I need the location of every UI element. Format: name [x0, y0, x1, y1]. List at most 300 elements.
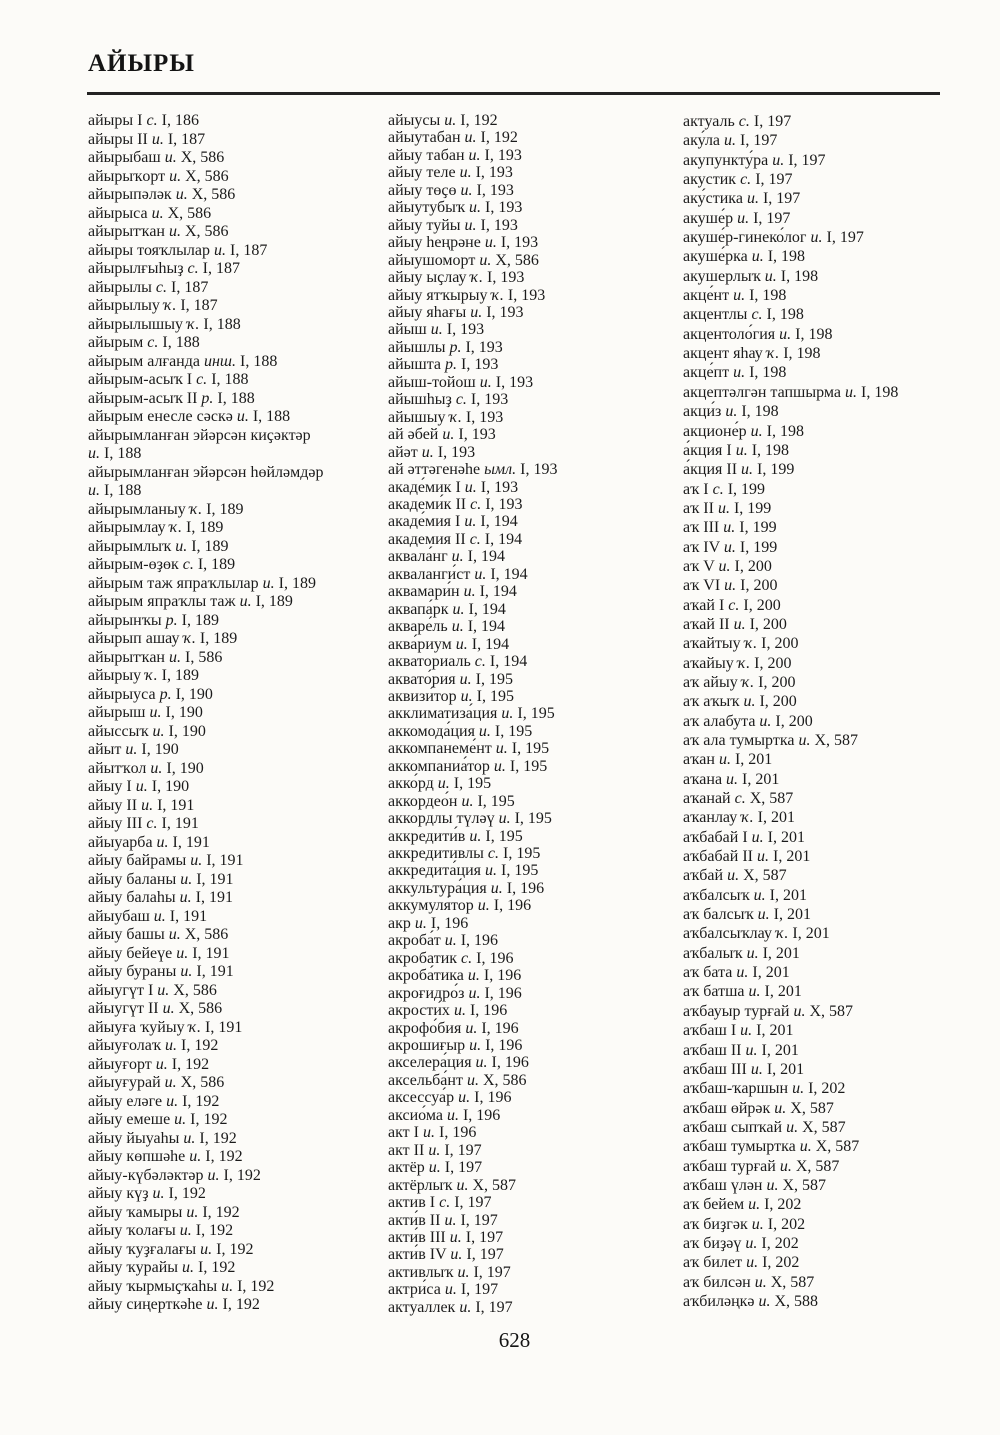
- index-entry: [88, 908, 386, 927]
- entry-reference: I, 199: [757, 461, 795, 479]
- index-entry: [683, 789, 973, 808]
- entry-reference: I, 193: [446, 321, 485, 339]
- index-entry: [88, 1259, 386, 1278]
- index-entry: [88, 649, 386, 668]
- header-rule: [87, 92, 940, 95]
- entry-headword: аҡбаш турғай: [683, 1157, 776, 1175]
- entry-pos-label: и.: [498, 810, 511, 828]
- entry-reference: I, 189: [278, 574, 316, 592]
- index-column-3: [683, 112, 973, 1311]
- index-entry: [388, 1124, 681, 1141]
- index-entry: [683, 1253, 973, 1272]
- entry-headword: акти́в IV: [388, 1246, 447, 1264]
- entry-headword: айырым алғанда: [88, 352, 200, 370]
- entry-reference: I, 197: [740, 132, 778, 150]
- entry-reference: I, 193: [485, 495, 523, 513]
- entry-reference: I, 200: [749, 615, 787, 633]
- entry-reference: I, 191: [205, 1018, 243, 1036]
- entry-headword: аҡ ала тумыртка: [683, 732, 795, 749]
- entry-headword: акт II: [388, 1141, 425, 1159]
- entry-reference: I, 191: [196, 870, 234, 888]
- index-entry: [683, 189, 973, 208]
- entry-headword: акклиматиза́ция: [388, 705, 498, 723]
- entry-reference: I, 197: [762, 190, 801, 208]
- entry-reference: I, 193: [485, 199, 523, 217]
- entry-reference: X, 586: [185, 167, 229, 185]
- entry-reference: X, 586: [180, 1074, 225, 1091]
- entry-pos-label: и.: [165, 1037, 178, 1054]
- entry-reference: I, 197: [465, 1229, 504, 1246]
- entry-pos-label: с.: [146, 112, 158, 129]
- entry-headword: аккомпаниа́тор: [388, 757, 490, 775]
- entry-headword: акцентоло́гия: [683, 325, 776, 343]
- entry-reference: I, 197: [444, 1159, 483, 1177]
- index-entry: [88, 149, 386, 168]
- entry-headword: аквамари́н: [388, 583, 460, 601]
- index-entry: [88, 1000, 386, 1019]
- entry-pos-label: и.: [453, 1002, 466, 1020]
- entry-reference: I, 202: [762, 1254, 800, 1272]
- entry-pos-label: с.: [740, 171, 752, 189]
- index-entry: [388, 723, 681, 740]
- entry-reference: I, 199: [727, 480, 766, 498]
- entry-reference: I, 192: [195, 1222, 234, 1239]
- entry-headword: акрошиғыр: [388, 1037, 466, 1055]
- entry-headword: аҡай I: [683, 596, 725, 614]
- index-entry: [88, 760, 386, 779]
- entry-pos-label: с.: [474, 653, 486, 671]
- index-entry: [683, 576, 973, 595]
- entry-pos-label: и.: [463, 583, 476, 601]
- entry-pos-label: и.: [750, 1060, 763, 1078]
- entry-reference: I, 197: [473, 1263, 511, 1281]
- entry-pos-label: ҡ.: [188, 1018, 201, 1036]
- entry-headword: айыуарба: [88, 833, 153, 851]
- entry-headword: айыушоморт: [388, 251, 476, 269]
- entry-pos-label: и.: [214, 241, 226, 259]
- entry-reference: X, 587: [814, 732, 859, 749]
- entry-reference: I, 191: [161, 815, 199, 832]
- entry-reference: I, 193: [458, 426, 496, 444]
- entry-headword: акробатик: [388, 949, 458, 967]
- index-entry: [88, 852, 386, 871]
- entry-reference: I, 187: [167, 130, 206, 148]
- entry-pos-label: и.: [458, 1089, 471, 1107]
- index-column-1: [88, 112, 386, 1315]
- index-entry: [388, 618, 681, 635]
- entry-reference: I, 193: [486, 303, 524, 321]
- index-entry: [388, 356, 681, 373]
- entry-reference: I, 196: [483, 967, 522, 985]
- entry-pos-label: и.: [750, 422, 763, 440]
- entry-pos-label: и.: [741, 461, 754, 479]
- entry-pos-label: и.: [766, 1176, 779, 1194]
- entry-headword: айырылы: [88, 278, 152, 296]
- entry-reference: I, 200: [759, 693, 797, 711]
- index-entry: [388, 461, 681, 478]
- entry-reference: I, 200: [740, 577, 778, 595]
- entry-pos-label: и.: [446, 1106, 459, 1124]
- entry-reference: I, 189: [161, 667, 199, 684]
- entry-reference: I, 196: [481, 1019, 519, 1037]
- entry-pos-label: и.: [468, 146, 481, 164]
- entry-pos-label: и.: [262, 574, 275, 592]
- entry-reference: I, 192: [216, 1240, 254, 1258]
- entry-headword: акроба́т: [388, 932, 441, 950]
- entry-reference: I, 195: [485, 827, 523, 845]
- index-entry: [88, 704, 386, 723]
- entry-reference: I, 192: [223, 1166, 261, 1184]
- index-entry: [683, 1176, 973, 1195]
- entry-pos-label: и.: [149, 704, 162, 721]
- entry-pos-label: и.: [180, 870, 193, 888]
- entry-headword: ай әттәгенәһе: [388, 461, 481, 479]
- entry-headword: аҡбаш I: [683, 1022, 737, 1040]
- entry-headword: айырым енесле сәскә: [88, 408, 233, 425]
- entry-pos-label: и.: [464, 513, 477, 531]
- entry-headword: айыу ҡолағы: [88, 1222, 176, 1239]
- entry-headword: айырылыу: [88, 297, 160, 314]
- entry-headword: айыу йыуаһы: [88, 1129, 180, 1147]
- entry-headword: айыу теле: [388, 164, 456, 182]
- index-entry: [88, 723, 386, 742]
- index-entry: [88, 131, 386, 150]
- entry-headword: аква́риум: [388, 635, 452, 653]
- entry-reference: I, 198: [741, 403, 779, 421]
- entry-pos-label: ҡ.: [145, 667, 158, 684]
- index-entry: [88, 482, 386, 501]
- entry-pos-label: с.: [734, 790, 746, 808]
- entry-reference: I, 197: [755, 171, 793, 189]
- index-entry: [388, 1020, 681, 1037]
- entry-pos-label: и.: [465, 1019, 478, 1037]
- entry-headword: аку́стика: [683, 190, 743, 208]
- entry-headword: айыу көпшәһе: [88, 1148, 186, 1165]
- index-entry: [88, 112, 386, 131]
- entry-reference: I, 586: [185, 648, 223, 666]
- entry-pos-label: и.: [733, 287, 746, 305]
- entry-headword: аҡай II: [683, 615, 730, 633]
- entry-headword: аҡ III: [683, 519, 720, 537]
- entry-headword: аҡайтыу: [683, 635, 741, 653]
- entry-pos-label: и.: [759, 712, 772, 730]
- index-entry: [388, 391, 681, 408]
- entry-headword: айыутабан: [388, 129, 461, 147]
- index-entry: [388, 444, 681, 461]
- entry-headword: айырымлыҡ: [88, 537, 172, 555]
- entry-headword: айыу ҡырмыҫҡаһы: [88, 1277, 218, 1295]
- index-entry: [683, 634, 973, 653]
- entry-reference: I, 193: [465, 408, 504, 426]
- entry-pos-label: ҡ.: [775, 925, 789, 943]
- entry-reference: I, 201: [772, 848, 811, 866]
- index-entry: [388, 112, 681, 129]
- entry-headword: айыу һеңрәне: [388, 234, 481, 252]
- entry-pos-label: и.: [152, 1185, 165, 1202]
- entry-pos-label: инш.: [203, 352, 236, 370]
- index-entry: [683, 1079, 973, 1098]
- entry-pos-label: и.: [799, 1138, 812, 1156]
- index-entry: [388, 321, 681, 338]
- entry-reference: I, 193: [507, 286, 546, 304]
- entry-pos-label: и.: [474, 565, 487, 583]
- entry-reference: I, 195: [514, 810, 552, 828]
- entry-pos-label: и.: [162, 1000, 175, 1017]
- entry-headword: айыуғурай: [88, 1074, 161, 1091]
- index-entry: [388, 950, 681, 967]
- index-entry: [388, 845, 681, 862]
- index-entry: [683, 363, 973, 382]
- entry-reference: I, 192: [222, 1296, 260, 1313]
- index-entry: [388, 566, 681, 583]
- entry-reference: I, 196: [476, 949, 514, 967]
- entry-pos-label: ҡ.: [186, 315, 200, 333]
- entry-headword: академи́к II: [388, 495, 467, 513]
- entry-headword: аҡбаш III: [683, 1060, 747, 1078]
- entry-headword: айырыҡорт: [88, 167, 166, 185]
- entry-pos-label: и.: [421, 443, 434, 461]
- entry-reference: I, 191: [172, 833, 210, 851]
- entry-pos-label: и.: [724, 577, 737, 595]
- entry-pos-label: и.: [459, 164, 472, 182]
- entry-pos-label: и.: [754, 1273, 767, 1291]
- entry-headword: айыу емеше: [88, 1111, 171, 1128]
- entry-reference: I, 200: [758, 673, 796, 691]
- entry-headword: аҡбабай II: [683, 848, 753, 866]
- entry-pos-label: и.: [179, 889, 192, 906]
- entry-pos-label: и.: [756, 848, 769, 866]
- entry-headword: айыубаш: [88, 907, 150, 925]
- entry-pos-label: и.: [779, 1157, 792, 1175]
- index-entry: [88, 371, 386, 390]
- entry-headword: актри́са: [388, 1281, 441, 1299]
- entry-reference: I, 198: [751, 441, 790, 459]
- entry-pos-label: и.: [164, 149, 177, 166]
- index-entry: [88, 205, 386, 224]
- index-entry: [683, 460, 973, 479]
- entry-pos-label: и.: [733, 615, 746, 633]
- index-entry: [88, 1167, 386, 1186]
- entry-reference: I, 196: [430, 914, 469, 932]
- entry-pos-label: и.: [179, 1222, 192, 1239]
- entry-reference: I, 194: [484, 530, 523, 548]
- entry-reference: X, 586: [191, 186, 236, 203]
- entry-headword: акти́в II: [388, 1211, 441, 1229]
- entry-reference: I, 195: [509, 757, 548, 775]
- index-entry: [683, 1099, 973, 1118]
- entry-pos-label: и.: [779, 325, 792, 343]
- entry-pos-label: и.: [725, 403, 738, 421]
- entry-headword: аккультура́ция: [388, 879, 487, 897]
- index-entry: [88, 1130, 386, 1149]
- entry-pos-label: и.: [156, 833, 169, 851]
- index-entry: [388, 147, 681, 164]
- entry-reference: I, 197: [826, 229, 864, 247]
- entry-headword: акушерлыҡ: [683, 267, 761, 285]
- entry-pos-label: и.: [748, 983, 761, 1001]
- entry-headword: аҡ балсыҡ: [683, 906, 754, 924]
- entry-reference: I, 197: [460, 1281, 499, 1299]
- entry-pos-label: и.: [743, 693, 756, 711]
- index-entry: [388, 671, 681, 688]
- entry-headword: айырыу: [88, 667, 142, 684]
- entry-reference: X, 586: [495, 251, 539, 269]
- entry-pos-label: и.: [428, 1141, 441, 1159]
- entry-headword: аҡбаш үлән: [683, 1176, 763, 1194]
- entry-reference: I, 195: [453, 775, 492, 793]
- entry-reference: I, 194: [468, 600, 506, 618]
- index-entry: [88, 427, 386, 446]
- entry-reference: I, 189: [255, 593, 293, 610]
- index-entry: [88, 242, 386, 261]
- entry-pos-label: и.: [459, 1298, 472, 1316]
- entry-pos-label: и.: [745, 1234, 758, 1252]
- index-entry: [683, 1021, 973, 1040]
- index-entry: [388, 409, 681, 426]
- entry-headword: айыры тояҡлылар: [88, 241, 210, 259]
- entry-reference: I, 196: [438, 1124, 477, 1142]
- entry-pos-label: с.: [439, 1194, 451, 1212]
- index-entry: [388, 583, 681, 600]
- entry-headword: айыу бураны: [88, 963, 177, 980]
- index-entry: [388, 810, 681, 827]
- entry-pos-label: с.: [182, 556, 194, 573]
- index-entry: [683, 1195, 973, 1214]
- entry-reference: I, 194: [479, 583, 517, 601]
- entry-pos-label: р.: [201, 389, 214, 407]
- index-entry: [388, 653, 681, 670]
- index-entry: [88, 963, 386, 982]
- entry-reference: I, 192: [460, 112, 498, 129]
- entry-pos-label: и.: [740, 1022, 753, 1040]
- entry-reference: I, 192: [198, 1259, 236, 1276]
- entry-reference: I, 200: [761, 635, 799, 653]
- index-entry: [683, 731, 973, 750]
- entry-headword: аквапа́рк: [388, 600, 449, 618]
- index-entry: [388, 199, 681, 216]
- entry-reference: I, 187: [230, 241, 268, 259]
- entry-pos-label: и.: [457, 1263, 470, 1281]
- entry-reference: I, 191: [206, 852, 244, 869]
- entry-pos-label: и.: [451, 548, 464, 566]
- entry-reference: I, 196: [474, 1089, 512, 1107]
- index-entry: [388, 775, 681, 792]
- entry-headword: айыу төҫө: [388, 181, 457, 199]
- index-entry: [388, 1002, 681, 1019]
- entry-pos-label: и.: [479, 373, 492, 391]
- index-entry: [683, 131, 973, 150]
- entry-pos-label: и.: [792, 1080, 805, 1098]
- index-entry: [88, 926, 386, 945]
- index-entry: [683, 1292, 973, 1311]
- entry-reference: I, 198: [766, 306, 804, 324]
- entry-reference: I, 190: [168, 722, 206, 740]
- entry-reference: X, 587: [815, 1138, 860, 1156]
- entry-headword: айыу күҙ: [88, 1185, 149, 1202]
- entry-reference: I, 198: [766, 422, 804, 440]
- entry-reference: I, 190: [141, 741, 179, 758]
- entry-reference: X, 587: [790, 1099, 834, 1117]
- entry-headword: акупункту́ра: [683, 151, 769, 169]
- entry-pos-label: и.: [176, 944, 189, 962]
- entry-reference: I, 196: [460, 932, 499, 950]
- entry-reference: I, 192: [480, 129, 518, 147]
- entry-headword: айыу бейеүе: [88, 944, 173, 962]
- index-entry: [683, 808, 973, 827]
- entry-pos-label: и.: [182, 1259, 194, 1276]
- entry-headword: акустик: [683, 171, 737, 189]
- entry-headword: аҡбаш II: [683, 1041, 742, 1059]
- index-entry: [388, 217, 681, 234]
- entry-pos-label: и.: [464, 129, 477, 147]
- entry-reference: I, 194: [471, 635, 510, 653]
- entry-headword: айыу III: [88, 815, 143, 832]
- entry-headword: айырым-өҙөк: [88, 556, 179, 573]
- entry-reference: I, 201: [762, 944, 800, 962]
- index-entry: [683, 247, 973, 266]
- entry-pos-label: с.: [461, 949, 473, 967]
- entry-pos-label: и.: [180, 963, 193, 980]
- index-entry: [88, 390, 386, 409]
- entry-headword: акаде́мик I: [388, 478, 461, 496]
- index-entry: [388, 705, 681, 722]
- entry-headword: айыш: [388, 321, 427, 339]
- index-entry: [88, 464, 386, 483]
- entry-headword: акаде́мия I: [388, 513, 461, 531]
- entry-headword: айыу балаһы: [88, 889, 176, 906]
- entry-reference: I, 201: [769, 886, 807, 904]
- entry-headword: актёр: [388, 1159, 425, 1177]
- entry-reference: I, 193: [476, 181, 514, 199]
- entry-headword: аккордео́н: [388, 792, 458, 810]
- index-entry: [88, 1222, 386, 1241]
- entry-reference: X, 587: [809, 1002, 854, 1020]
- index-entry: [88, 260, 386, 279]
- index-entry: [683, 944, 973, 963]
- entry-reference: X, 587: [782, 1176, 827, 1194]
- entry-headword: аҡбалсыҡлау: [683, 925, 772, 943]
- entry-pos-label: и.: [753, 886, 766, 904]
- index-entry: [683, 267, 973, 286]
- entry-headword: акроба́тика: [388, 967, 464, 985]
- entry-pos-label: и.: [726, 770, 739, 788]
- entry-headword: айыугүт I: [88, 981, 154, 999]
- entry-reference: X, 587: [743, 867, 787, 885]
- entry-pos-label: и.: [751, 1215, 764, 1233]
- entry-reference: I, 190: [165, 704, 203, 721]
- index-entry: [683, 770, 973, 789]
- entry-reference: I, 189: [181, 611, 219, 629]
- index-entry: [683, 1157, 973, 1176]
- entry-headword: айырымланыу: [88, 500, 186, 518]
- entry-headword: а́кция I: [683, 441, 732, 459]
- entry-reference: I, 201: [766, 1060, 805, 1078]
- index-entry: [683, 151, 973, 170]
- entry-reference: I, 200: [743, 596, 781, 614]
- entry-pos-label: и.: [456, 1176, 469, 1194]
- entry-pos-label: и.: [206, 1296, 219, 1313]
- index-entry: [88, 353, 386, 372]
- entry-reference: I, 192: [202, 1203, 240, 1221]
- entry-pos-label: и.: [475, 1054, 488, 1072]
- index-entry: [388, 1299, 681, 1316]
- entry-pos-label: и.: [236, 408, 249, 425]
- entry-pos-label: и.: [183, 1129, 196, 1147]
- entry-headword: аҡ аҡыҡ: [683, 693, 740, 711]
- entry-reference: I, 201: [761, 1041, 799, 1059]
- entry-headword: айырым-асыҡ II: [88, 389, 198, 407]
- index-entry: [683, 344, 973, 363]
